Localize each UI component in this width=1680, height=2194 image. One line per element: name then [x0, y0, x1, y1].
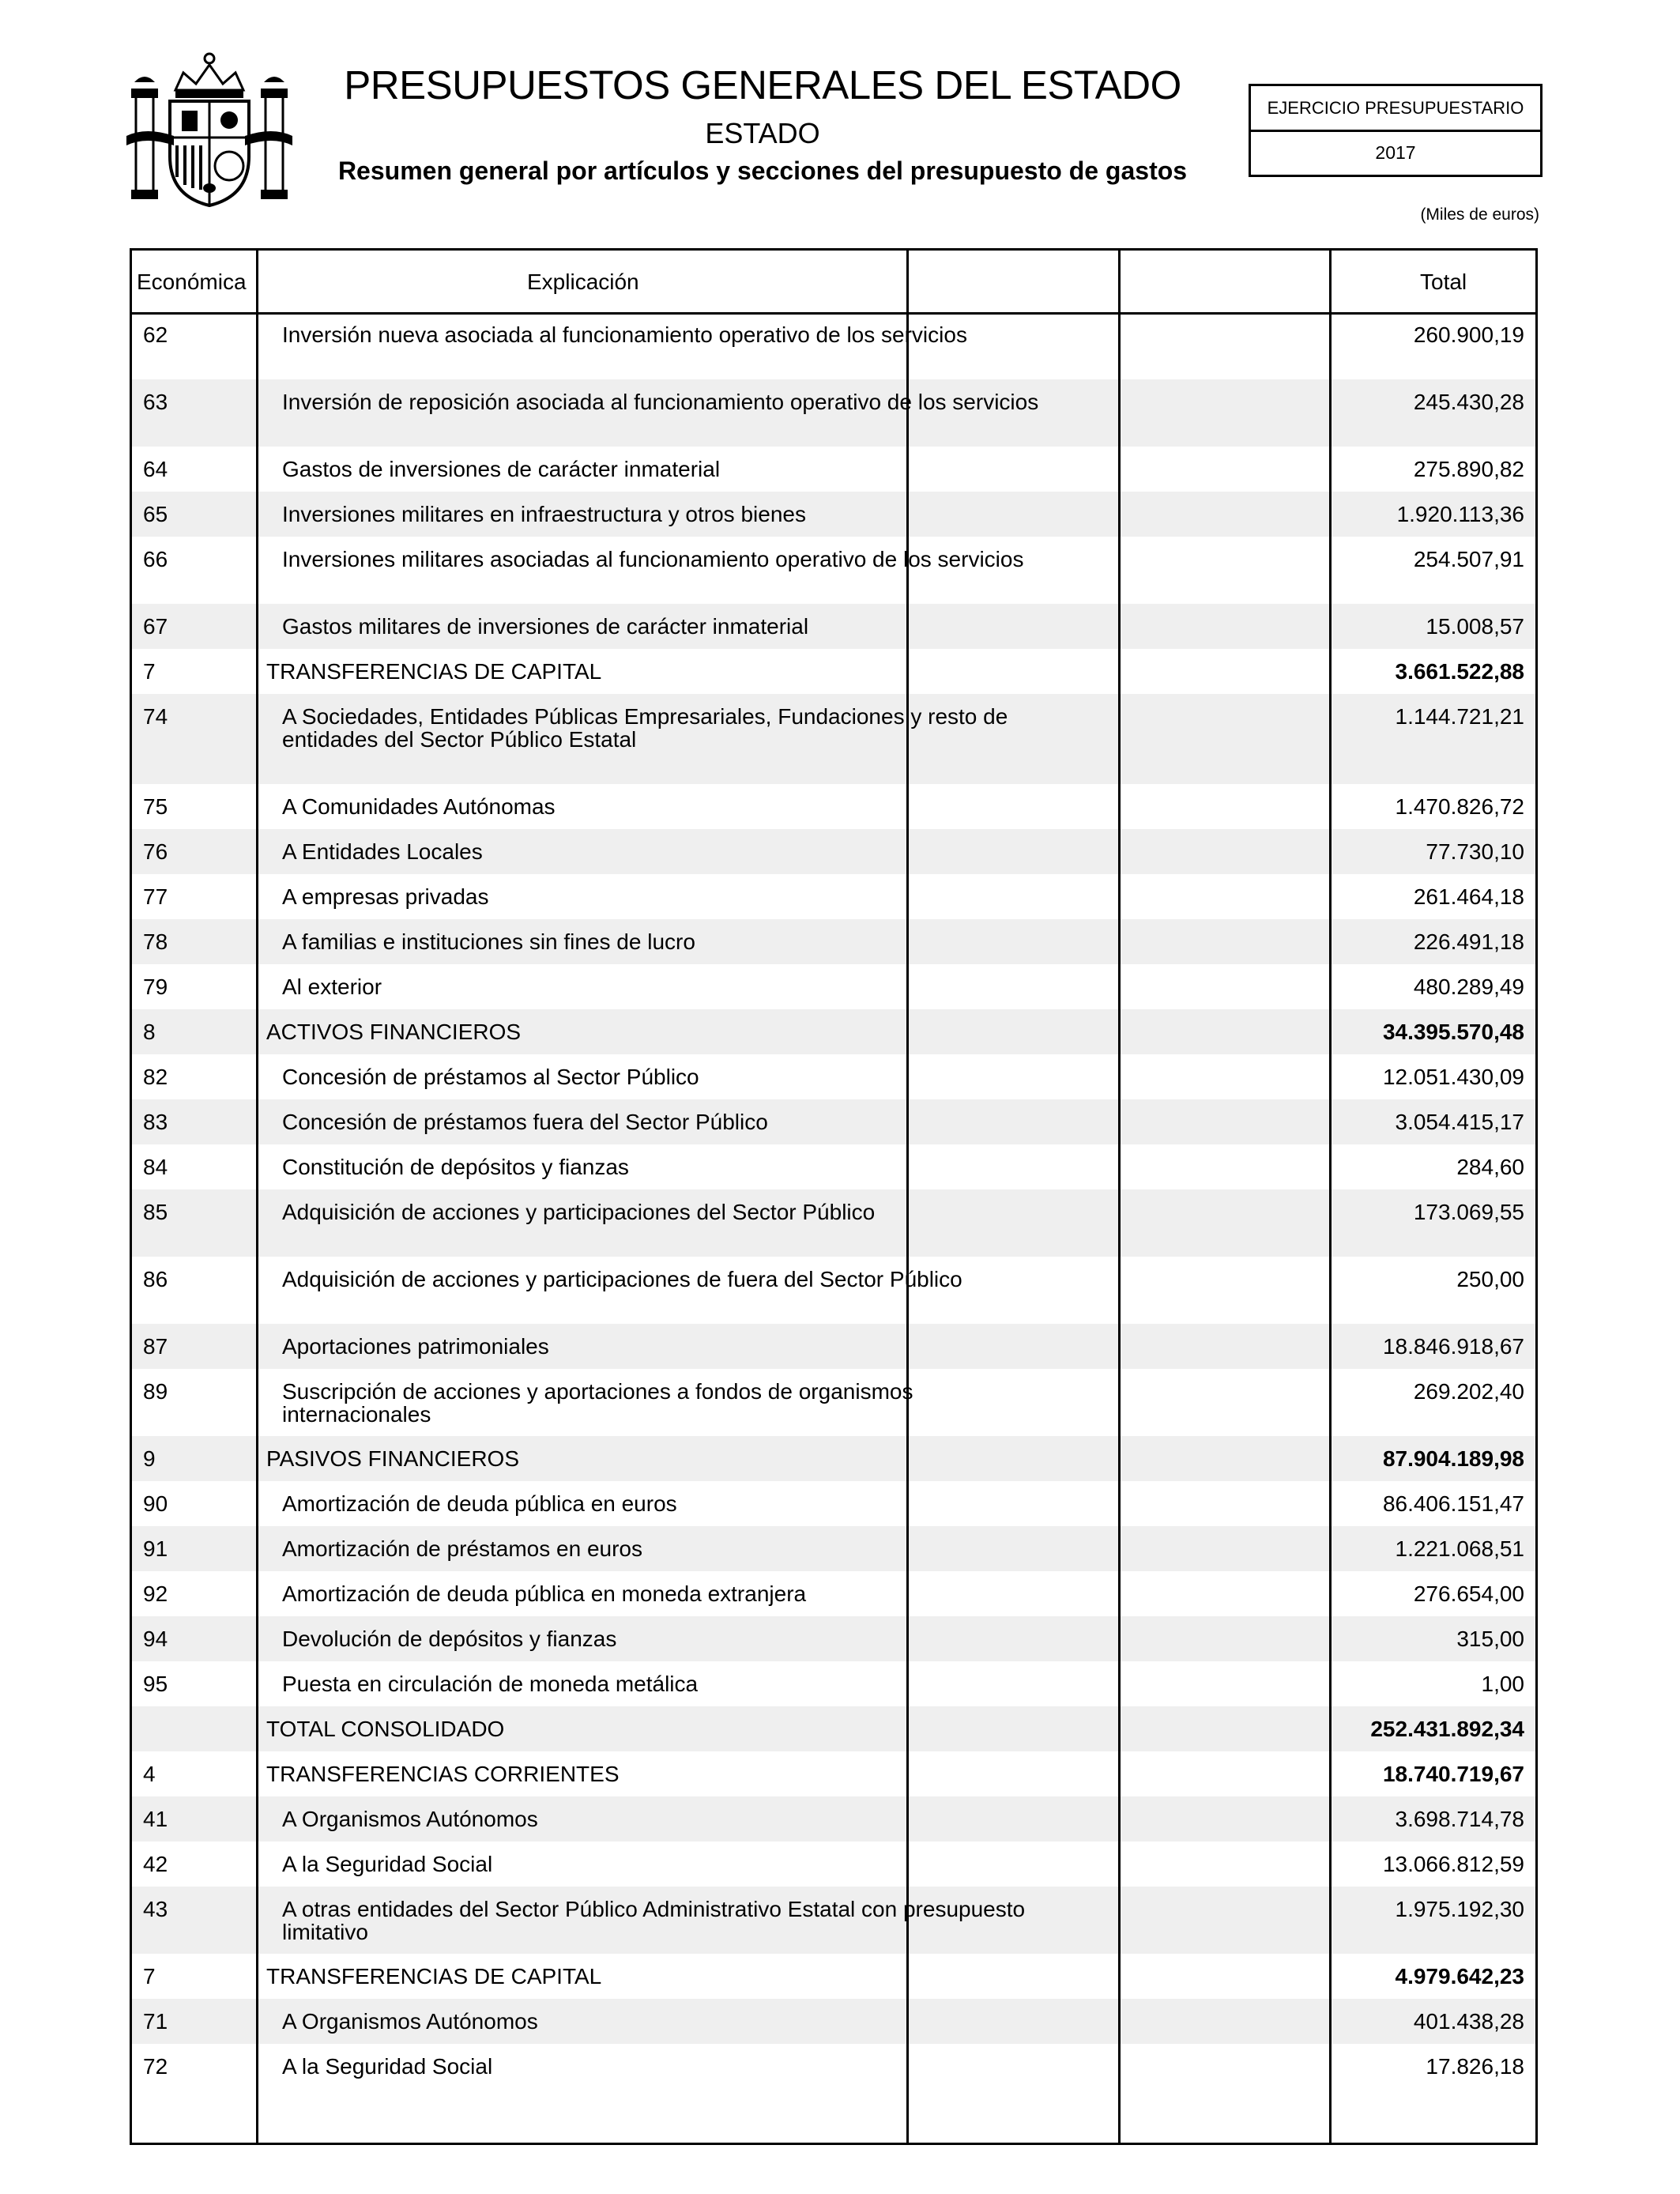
table-row [132, 537, 1535, 604]
row-total: 1.470.826,72 [1395, 794, 1524, 819]
units-label: (Miles de euros) [1420, 205, 1539, 224]
row-total: 1,00 [1481, 1672, 1524, 1696]
table-row [132, 492, 1535, 537]
table-row [132, 447, 1535, 492]
row-code: 75 [143, 794, 168, 819]
column-divider [906, 251, 909, 2143]
row-explanation: Constitución de depósitos y fianzas [282, 1155, 629, 1179]
row-total: 261.464,18 [1413, 884, 1524, 909]
row-explanation: Devolución de depósitos y fianzas [282, 1627, 617, 1651]
row-code: 7 [143, 659, 156, 684]
table-row [132, 1324, 1535, 1369]
table-row-heading [132, 649, 1535, 694]
row-total: 34.395.570,48 [1382, 1020, 1524, 1044]
row-explanation: A la Seguridad Social [282, 2054, 493, 2079]
row-total: 15.008,57 [1426, 614, 1524, 639]
column-divider [256, 251, 258, 2143]
row-explanation: Gastos militares de inversiones de carácter inmaterial [282, 614, 809, 639]
row-total: 269.202,40 [1413, 1379, 1524, 1404]
row-explanation: Adquisición de acciones y participaciones de fuera del Sector Público [282, 1267, 962, 1291]
table-row [132, 919, 1535, 964]
row-code: 9 [143, 1446, 156, 1471]
row-code: 90 [143, 1491, 168, 1516]
row-explanation: Amortización de deuda pública en euros [282, 1491, 677, 1516]
table-row [132, 312, 1535, 379]
row-total: 252.431.892,34 [1370, 1717, 1524, 1741]
column-header-explicacion: Explicación [527, 270, 639, 294]
row-explanation: TRANSFERENCIAS CORRIENTES [266, 1762, 620, 1786]
row-total: 1.221.068,51 [1395, 1536, 1524, 1561]
table-row-heading [132, 1009, 1535, 1054]
table-row [132, 2044, 1535, 2089]
row-code: 41 [143, 1807, 168, 1831]
row-code: 43 [143, 1897, 168, 1921]
page-description: Resumen general por artículos y secciones del presupuesto de gastos [337, 156, 1188, 185]
column-header-total: Total [1420, 270, 1467, 294]
row-explanation: TOTAL CONSOLIDADO [266, 1717, 505, 1741]
row-total: 276.654,00 [1413, 1581, 1524, 1606]
page-title: PRESUPUESTOS GENERALES DEL ESTADO [344, 62, 1181, 107]
row-total: 3.054.415,17 [1395, 1110, 1524, 1134]
row-code: 94 [143, 1627, 168, 1651]
budget-table [130, 248, 1538, 2145]
column-header-economica: Económica [137, 270, 247, 294]
row-total: 4.979.642,23 [1395, 1964, 1524, 1989]
row-explanation: A la Seguridad Social [282, 1852, 493, 1876]
column-divider [1118, 251, 1121, 2143]
row-total: 401.438,28 [1413, 2009, 1524, 2034]
ejercicio-year: 2017 [1375, 142, 1416, 163]
table-row [132, 1887, 1535, 1954]
row-total: 17.826,18 [1426, 2054, 1524, 2079]
row-explanation: PASIVOS FINANCIEROS [266, 1446, 519, 1471]
row-explanation: Inversión nueva asociada al funcionamiento operativo de los servicios [282, 322, 967, 347]
row-code: 4 [143, 1762, 156, 1786]
row-explanation: Puesta en circulación de moneda metálica [282, 1672, 699, 1696]
row-code: 65 [143, 502, 168, 526]
table-row [132, 1144, 1535, 1189]
coat-of-arms-spain-icon [126, 49, 292, 211]
row-code: 77 [143, 884, 168, 909]
row-code: 74 [143, 704, 168, 729]
row-total: 1.920.113,36 [1396, 502, 1524, 526]
row-code: 86 [143, 1267, 168, 1291]
row-code: 42 [143, 1852, 168, 1876]
table-row-heading [132, 1436, 1535, 1481]
table-row [132, 1616, 1535, 1661]
ejercicio-box [1249, 84, 1543, 177]
row-total: 315,00 [1456, 1627, 1524, 1651]
row-total: 173.069,55 [1413, 1200, 1524, 1224]
row-explanation: Aportaciones patrimoniales [282, 1334, 549, 1359]
row-total: 3.698.714,78 [1395, 1807, 1524, 1831]
column-divider [1329, 251, 1332, 2143]
row-explanation: A Sociedades, Entidades Públicas Empresariales, Fundaciones y resto de entidades del Sector Público Estatal [282, 704, 1008, 752]
row-explanation: Concesión de préstamos al Sector Público [282, 1065, 699, 1089]
row-total: 480.289,49 [1413, 974, 1524, 999]
row-code: 85 [143, 1200, 168, 1224]
row-code: 84 [143, 1155, 168, 1179]
table-row-total [132, 1706, 1535, 1751]
row-explanation: Inversión de reposición asociada al funcionamiento operativo de los servicios [282, 390, 1039, 414]
row-code: 82 [143, 1065, 168, 1089]
page-subtitle: ESTADO [705, 117, 820, 149]
row-explanation: TRANSFERENCIAS DE CAPITAL [266, 1964, 602, 1989]
row-total: 86.406.151,47 [1382, 1491, 1524, 1516]
row-explanation: Amortización de deuda pública en moneda extranjera [282, 1581, 807, 1606]
row-explanation: A Organismos Autónomos [282, 2009, 538, 2034]
table-row [132, 1999, 1535, 2044]
table-row [132, 1481, 1535, 1526]
row-code: 92 [143, 1581, 168, 1606]
table-row [132, 1189, 1535, 1257]
row-code: 67 [143, 614, 168, 639]
table-row [132, 1099, 1535, 1144]
row-explanation: Suscripción de acciones y aportaciones a fondos de organismos internacionales [282, 1379, 913, 1427]
row-total: 77.730,10 [1426, 839, 1524, 864]
table-row [132, 1369, 1535, 1436]
row-total: 18.846.918,67 [1382, 1334, 1524, 1359]
row-code: 89 [143, 1379, 168, 1404]
row-code: 66 [143, 547, 168, 571]
table-row [132, 874, 1535, 919]
row-explanation: A Comunidades Autónomas [282, 794, 556, 819]
row-total: 254.507,91 [1413, 547, 1524, 571]
table-row [132, 604, 1535, 649]
table-row [132, 829, 1535, 874]
row-code: 79 [143, 974, 168, 999]
row-total: 13.066.812,59 [1382, 1852, 1524, 1876]
row-total: 3.661.522,88 [1395, 659, 1524, 684]
row-explanation: Inversiones militares asociadas al funcionamiento operativo de los servicios [282, 547, 1024, 571]
table-row [132, 1054, 1535, 1099]
row-explanation: TRANSFERENCIAS DE CAPITAL [266, 659, 602, 684]
row-explanation: A familias e instituciones sin fines de lucro [282, 929, 695, 954]
row-explanation: Amortización de préstamos en euros [282, 1536, 642, 1561]
table-row [132, 694, 1535, 784]
row-total: 226.491,18 [1413, 929, 1524, 954]
row-code: 83 [143, 1110, 168, 1134]
row-code: 87 [143, 1334, 168, 1359]
table-row [132, 964, 1535, 1009]
row-code: 76 [143, 839, 168, 864]
row-explanation: Al exterior [282, 974, 382, 999]
row-total: 275.890,82 [1413, 457, 1524, 481]
row-total: 260.900,19 [1413, 322, 1524, 347]
row-total: 1.975.192,30 [1395, 1897, 1524, 1921]
row-explanation: A otras entidades del Sector Público Administrativo Estatal con presupuesto limitativo [282, 1897, 1026, 1944]
row-total: 245.430,28 [1413, 390, 1524, 414]
row-explanation: Gastos de inversiones de carácter inmaterial [282, 457, 721, 481]
row-code: 72 [143, 2054, 168, 2079]
row-total: 284,60 [1456, 1155, 1524, 1179]
row-code: 91 [143, 1536, 168, 1561]
table-row [132, 1526, 1535, 1571]
row-code: 63 [143, 390, 168, 414]
table-row-heading [132, 1954, 1535, 1999]
row-explanation: A empresas privadas [282, 884, 489, 909]
table-body [132, 312, 1535, 2089]
row-explanation: ACTIVOS FINANCIEROS [266, 1020, 522, 1044]
row-total: 12.051.430,09 [1382, 1065, 1524, 1089]
row-explanation: A Organismos Autónomos [282, 1807, 538, 1831]
row-explanation: Adquisición de acciones y participaciones del Sector Público [282, 1200, 876, 1224]
row-explanation: Concesión de préstamos fuera del Sector Público [282, 1110, 768, 1134]
row-code: 64 [143, 457, 168, 481]
table-header [132, 251, 1535, 315]
table-row-heading [132, 1751, 1535, 1796]
row-code: 62 [143, 322, 168, 347]
row-total: 250,00 [1456, 1267, 1524, 1291]
row-total: 18.740.719,67 [1382, 1762, 1524, 1786]
table-row [132, 1661, 1535, 1706]
row-code: 8 [143, 1020, 156, 1044]
row-code: 95 [143, 1672, 168, 1696]
ejercicio-label: EJERCICIO PRESUPUESTARIO [1251, 86, 1540, 132]
row-total: 87.904.189,98 [1382, 1446, 1524, 1471]
row-explanation: Inversiones militares en infraestructura y otros bienes [282, 502, 806, 526]
table-row [132, 1796, 1535, 1842]
row-total: 1.144.721,21 [1395, 704, 1524, 729]
table-row [132, 784, 1535, 829]
table-row [132, 1257, 1535, 1324]
table-row [132, 379, 1535, 447]
row-code: 78 [143, 929, 168, 954]
row-code: 71 [143, 2009, 168, 2034]
row-code: 7 [143, 1964, 156, 1989]
table-row [132, 1842, 1535, 1887]
table-row [132, 1571, 1535, 1616]
row-explanation: A Entidades Locales [282, 839, 483, 864]
